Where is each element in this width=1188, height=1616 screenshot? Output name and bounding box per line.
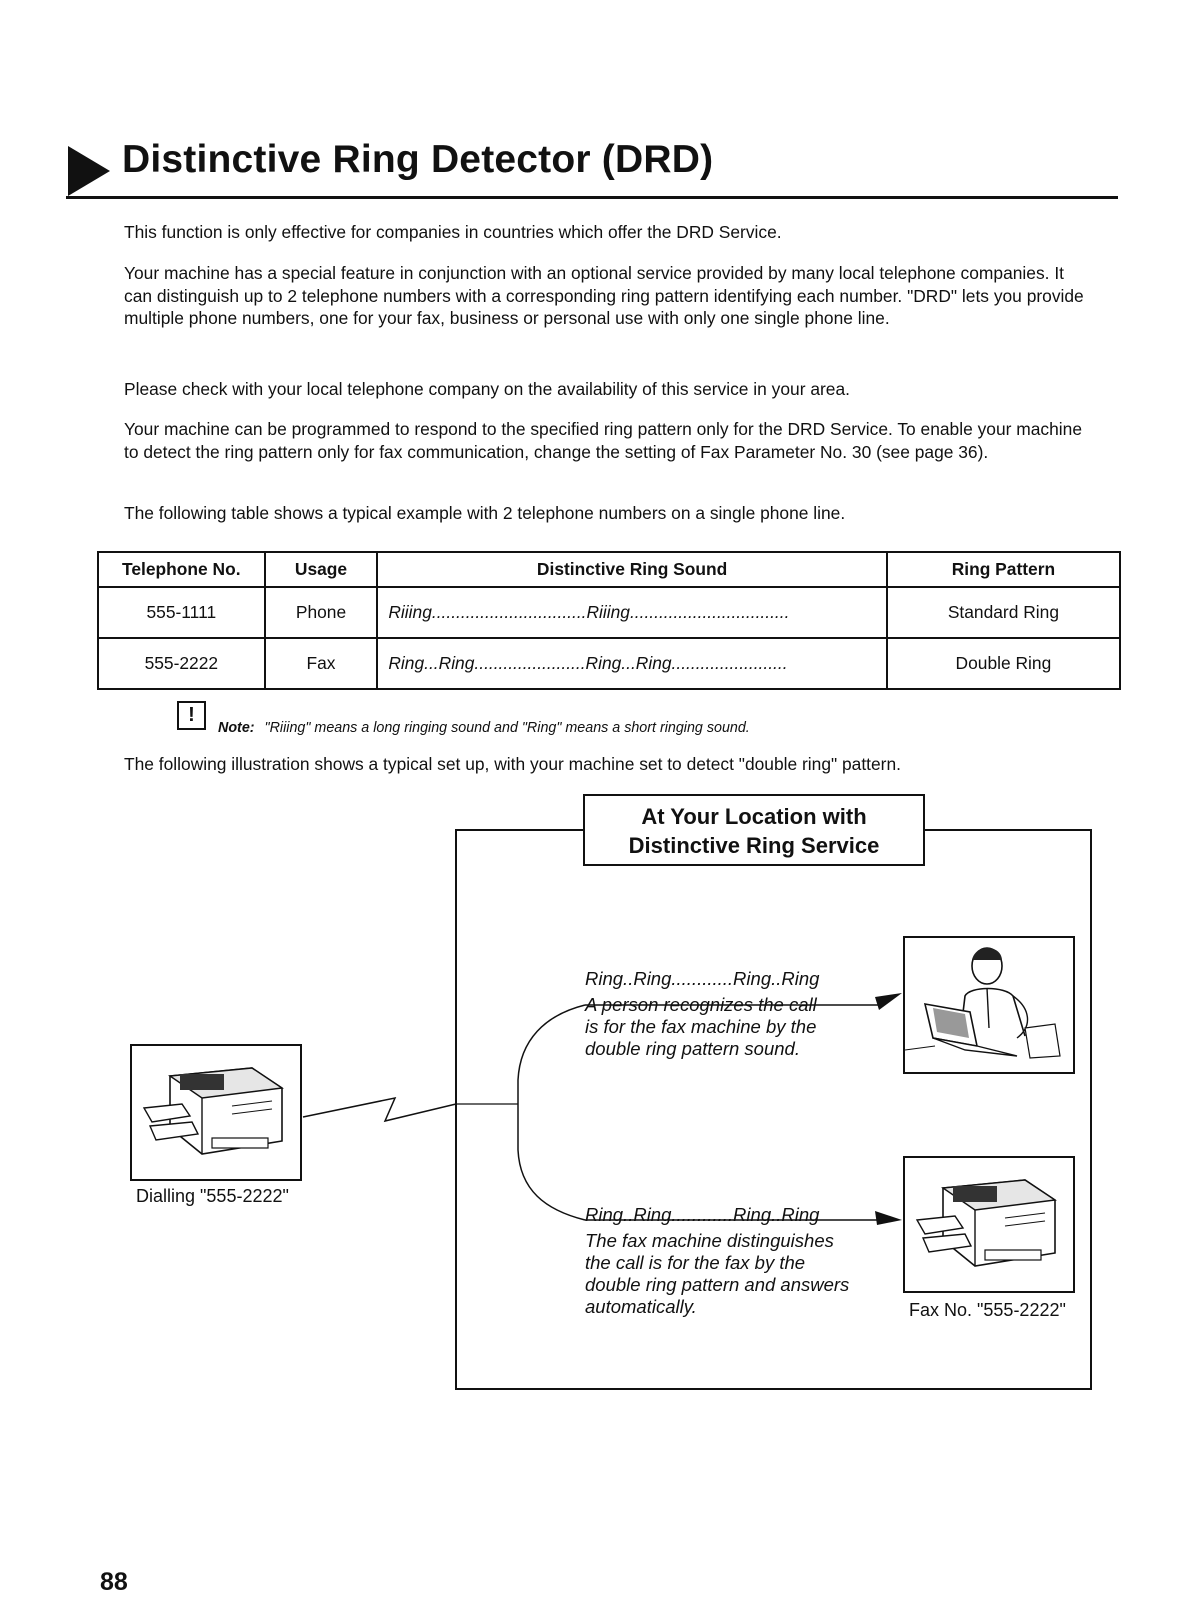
upper-desc-line: is for the fax machine by the — [585, 1016, 817, 1037]
location-header-line2: Distinctive Ring Service — [628, 833, 880, 858]
note-label: Note: — [218, 720, 255, 736]
fax-caption: Fax No. "555-2222" — [909, 1300, 1066, 1320]
upper-ring-text: Ring..Ring............Ring..Ring — [585, 968, 820, 989]
paragraph-3: Please check with your local telephone company on the availability of this service in your area. — [124, 379, 850, 399]
table-header: Usage — [265, 552, 378, 587]
lower-desc-line: the call is for the fax by the — [585, 1252, 806, 1273]
page-number: 88 — [100, 1568, 128, 1596]
table-cell-sound: Riiing................................Riiing................................. — [377, 587, 886, 638]
table-cell-pattern: Double Ring — [887, 638, 1120, 689]
person-picture — [903, 936, 1075, 1074]
lower-desc-line: The fax machine distinguishes — [585, 1230, 834, 1251]
caller-fax-picture — [130, 1044, 302, 1181]
table-cell-usage: Fax — [265, 638, 378, 689]
paragraph-1: This function is only effective for companies in countries which offer the DRD Service. — [124, 222, 782, 242]
lower-desc-line: automatically. — [585, 1296, 697, 1317]
page-title: Distinctive Ring Detector (DRD) — [122, 138, 714, 181]
receiving-fax-picture — [903, 1156, 1075, 1293]
person-at-laptop-icon — [905, 938, 1073, 1072]
table-cell-pattern: Standard Ring — [887, 587, 1120, 638]
paragraph-2: Your machine has a special feature in conjunction with an optional service provided by many local telephone companies. It can distinguish up to 2 telephone numbers with a corresponding ring pattern identifying each number. "DRD" lets you provide multiple phone numbers, one for your fax, business or personal use with only one single phone line. — [124, 263, 1084, 328]
fax-machine-icon — [132, 1046, 300, 1179]
note-text: "Riiing" means a long ringing sound and "Ring" means a short ringing sound. — [264, 720, 750, 736]
table-cell-sound: Ring...Ring.......................Ring...Ring........................ — [377, 638, 886, 689]
table-header: Ring Pattern — [887, 552, 1120, 587]
paragraph-4: Your machine can be programmed to respond to the specified ring pattern only for the DRD Service. To enable your machine to detect the ring pattern only for fax communication, change the setting of Fax Parameter No. 30 (see page 36). — [124, 419, 1082, 462]
paragraph-5: The following table shows a typical example with 2 telephone numbers on a single phone line. — [124, 503, 846, 523]
location-header-line1: At Your Location with — [641, 804, 867, 829]
table-header: Telephone No. — [98, 552, 265, 587]
fax-machine-icon — [905, 1158, 1073, 1291]
lower-desc-line: double ring pattern and answers — [585, 1274, 850, 1295]
note-icon: ! — [177, 701, 206, 730]
table-header: Distinctive Ring Sound — [377, 552, 886, 587]
illustration-intro: The following illustration shows a typical set up, with your machine set to detect "double ring" pattern. — [124, 754, 901, 774]
caller-caption: Dialling "555-2222" — [136, 1186, 289, 1206]
upper-desc-line: A person recognizes the call — [585, 994, 817, 1015]
table-cell-number: 555-2222 — [98, 638, 265, 689]
table-cell-number: 555-1111 — [98, 587, 265, 638]
table-cell-usage: Phone — [265, 587, 378, 638]
upper-desc-line: double ring pattern sound. — [585, 1038, 800, 1059]
lower-ring-text: Ring..Ring............Ring..Ring — [585, 1204, 820, 1225]
